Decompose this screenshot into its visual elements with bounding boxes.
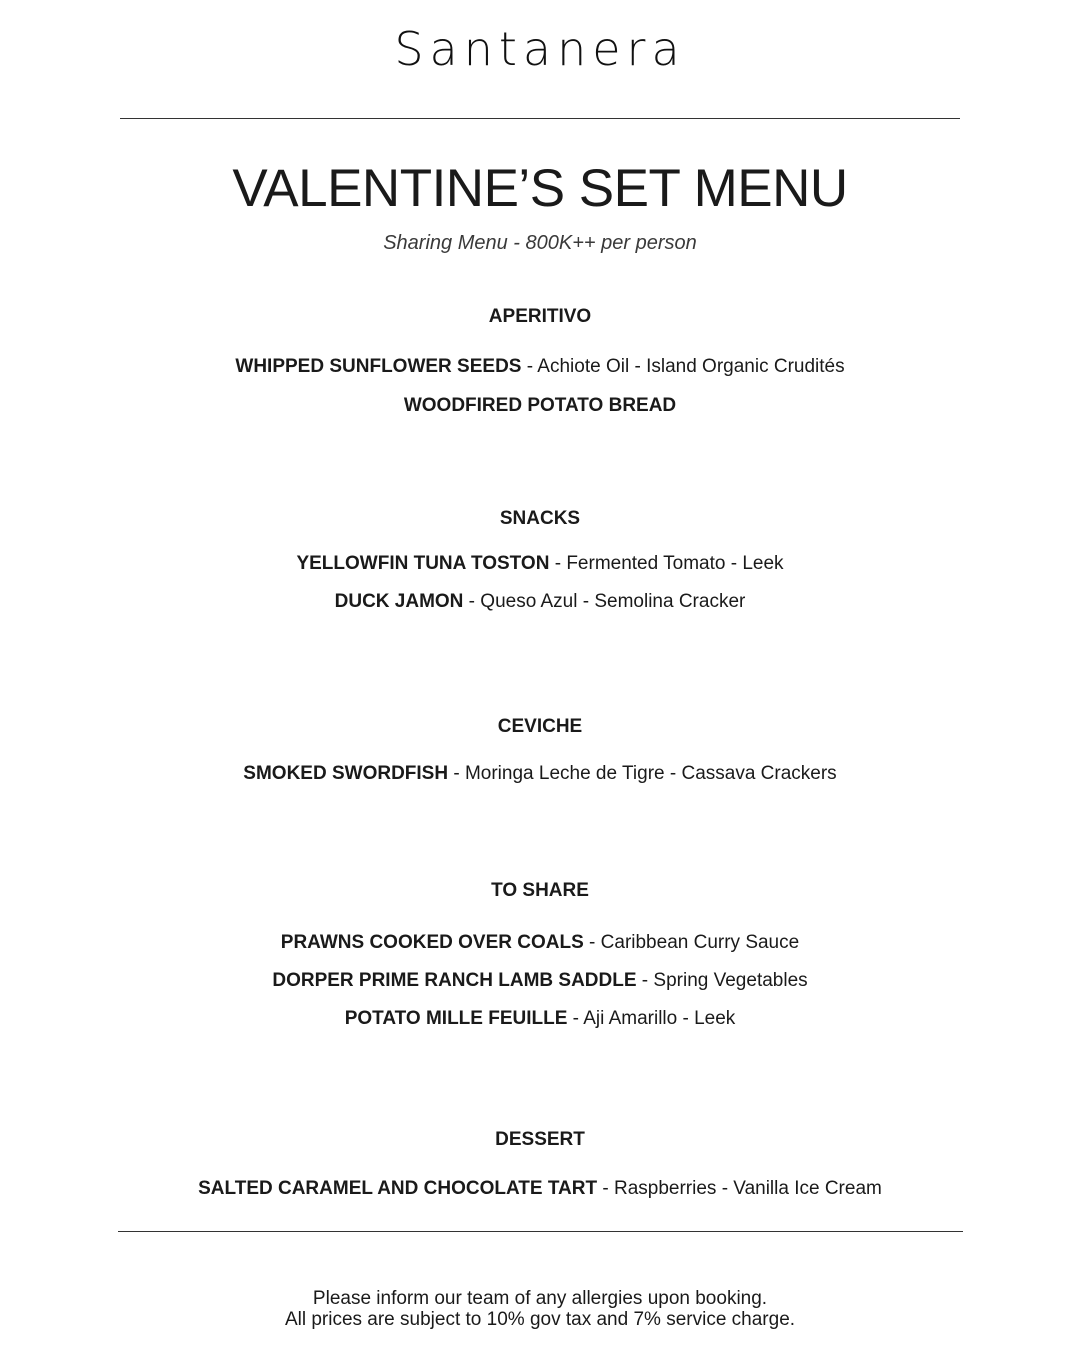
section-heading-ceviche: CEVICHE	[497, 716, 583, 737]
top-divider	[120, 118, 960, 119]
menu-item-name: PRAWNS COOKED OVER COALS	[280, 932, 584, 953]
menu-item	[0, 356, 1080, 378]
section-heading-dessert: DESSERT	[495, 1129, 585, 1150]
menu-item-name: SMOKED SWORDFISH	[243, 763, 449, 784]
menu-item-name: DORPER PRIME RANCH LAMB SADDLE	[272, 970, 637, 991]
menu-title: VALENTINE’S SET MENU	[232, 159, 848, 218]
menu-item-description: - Spring Vegetables	[636, 970, 808, 991]
menu-item-description: - Achiote Oil - Island Organic Crudités	[521, 356, 845, 377]
menu-item-name: WHIPPED SUNFLOWER SEEDS	[235, 356, 522, 377]
brand-logo: Santanera	[394, 22, 686, 76]
menu-item-description: - Aji Amarillo - Leek	[567, 1008, 736, 1029]
menu-item	[0, 970, 1080, 992]
menu-item	[0, 1178, 1080, 1200]
menu-item	[0, 591, 1080, 613]
menu-item-description: - Queso Azul - Semolina Cracker	[463, 591, 746, 612]
menu-item	[0, 1008, 1080, 1030]
menu-item-name: YELLOWFIN TUNA TOSTON	[296, 553, 550, 574]
allergy-notice: Please inform our team of any allergies upon booking.	[312, 1288, 768, 1309]
menu-item-description: - Fermented Tomato - Leek	[549, 553, 784, 574]
menu-item-name: DUCK JAMON	[334, 591, 464, 612]
tax-notice: All prices are subject to 10% gov tax and 7% service charge.	[284, 1309, 796, 1330]
section-heading-snacks: SNACKS	[499, 508, 581, 529]
section-heading-to-share: TO SHARE	[491, 880, 589, 901]
section-heading-aperitivo: APERITIVO	[488, 306, 592, 327]
menu-item-name: WOODFIRED POTATO BREAD	[403, 395, 677, 416]
menu-item-description: - Caribbean Curry Sauce	[583, 932, 800, 953]
bottom-divider	[118, 1231, 963, 1232]
menu-item-name: POTATO MILLE FEUILLE	[344, 1008, 568, 1029]
menu-item	[0, 932, 1080, 954]
menu-item	[0, 553, 1080, 575]
menu-item	[0, 395, 1080, 417]
menu-item-description: - Raspberries - Vanilla Ice Cream	[597, 1178, 882, 1199]
menu-subtitle: Sharing Menu - 800K++ per person	[383, 232, 697, 254]
menu-item	[0, 763, 1080, 785]
menu-item-name: SALTED CARAMEL AND CHOCOLATE TART	[198, 1178, 598, 1199]
menu-item-description: - Moringa Leche de Tigre - Cassava Crackers	[448, 763, 837, 784]
footer-note	[0, 1288, 1080, 1330]
